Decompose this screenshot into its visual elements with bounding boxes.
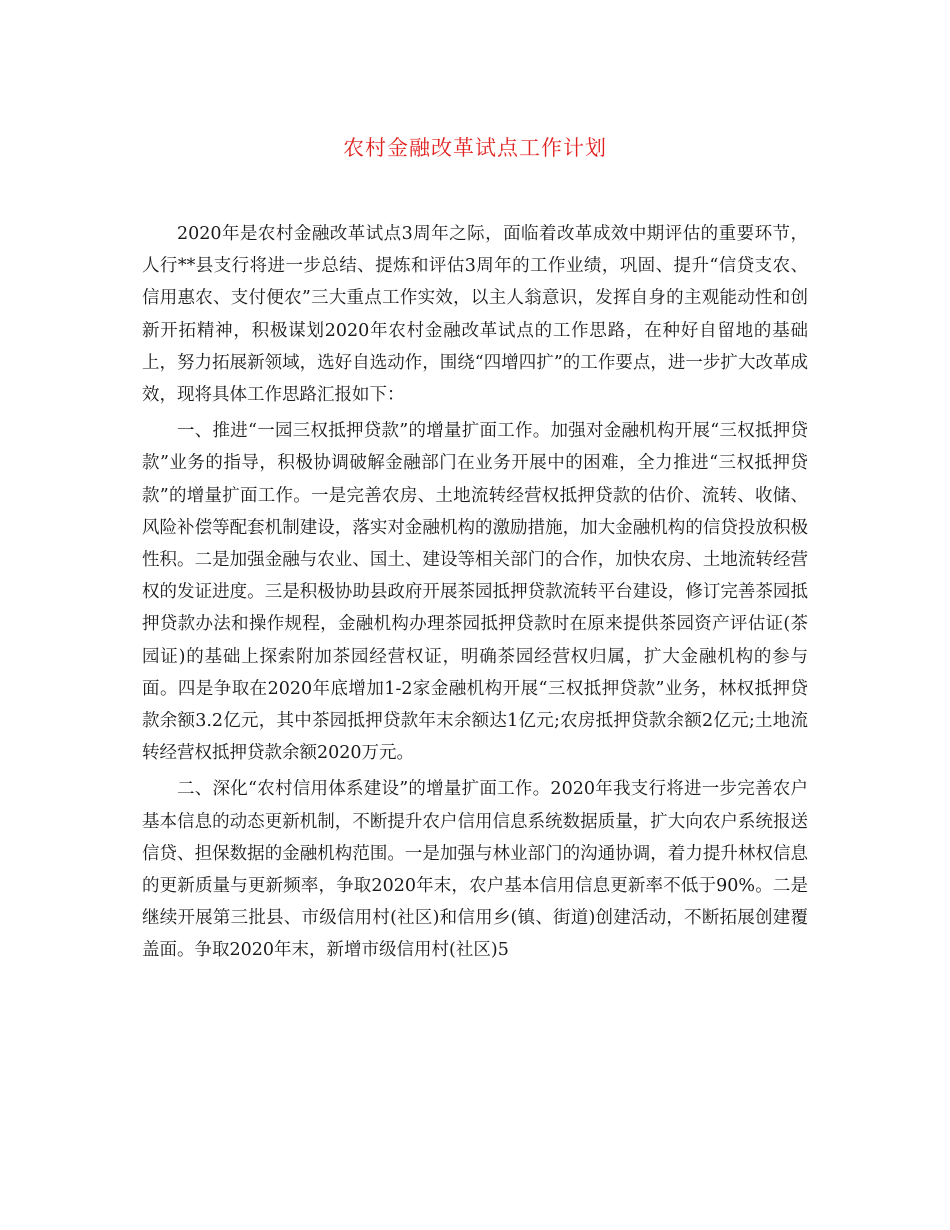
paragraph-section-1: 一、推进“一园三权抵押贷款”的增量扩面工作。加强对金融机构开展“三权抵押贷款”业务的指导，积极协调破解金融部门在业务开展中的困难，全力推进“三权抵押贷款”的增量扩面工作。一是完善农房、土地流转经营权抵押贷款的估价、流转、收储、风险补偿等配套机制建设，落实对金融机构的激励措施，加大金融机构的信贷投放积极性积。二是加强金融与农业、国土、建设等相关部门的合作，加快农房、土地流转经营权的发证进度。三是积极协助县政府开展茶园抵押贷款流转平台建设，修订完善茶园抵押贷款办法和操作规程，金融机构办理茶园抵押贷款时在原来提供茶园资产评估证(茶园证)的基础上探索附加茶园经营权证，明确茶园经营权归属，扩大金融机构的参与面。四是争取在2020年底增加1-2家金融机构开展“三权抵押贷款”业务，林权抵押贷款余额3.2亿元，其中茶园抵押贷款年末余额达1亿元;农房抵押贷款余额2亿元;土地流转经营权抵押贷款余额2020万元。	[142, 421, 808, 764]
paragraph-section-2: 二、深化“农村信用体系建设”的增量扩面工作。2020年我支行将进一步完善农户基本信息的动态更新机制，不断提升农户信用信息系统数据质量，扩大向农户系统报送信贷、担保数据的金融机构范围。一是加强与林业部门的沟通协调，着力提升林权信息的更新质量与更新频率，争取2020年末，农户基本信用信息更新率不低于90%。二是继续开展第三批县、市级信用村(社区)和信用乡(镇、街道)创建活动，不断拓展创建覆盖面。争取2020年末，新增市级信用村(社区)5	[142, 779, 808, 961]
document-body	[142, 218, 808, 971]
document-title: 农村金融改革试点工作计划	[343, 136, 607, 160]
paragraph-intro: 2020年是农村金融改革试点3周年之际，面临着改革成效中期评估的重要环节，人行**县支行将进一步总结、提炼和评估3周年的工作业绩，巩固、提升“信贷支农、信用惠农、支付便农”三大重点工作实效，以主人翁意识，发挥自身的主观能动性和创新开拓精神，积极谋划2020年农村金融改革试点的工作思路，在种好自留地的基础上，努力拓展新领域，选好自选动作，围绕“四增四扩”的工作要点，进一步扩大改革成效，现将具体工作思路汇报如下：	[142, 224, 808, 406]
